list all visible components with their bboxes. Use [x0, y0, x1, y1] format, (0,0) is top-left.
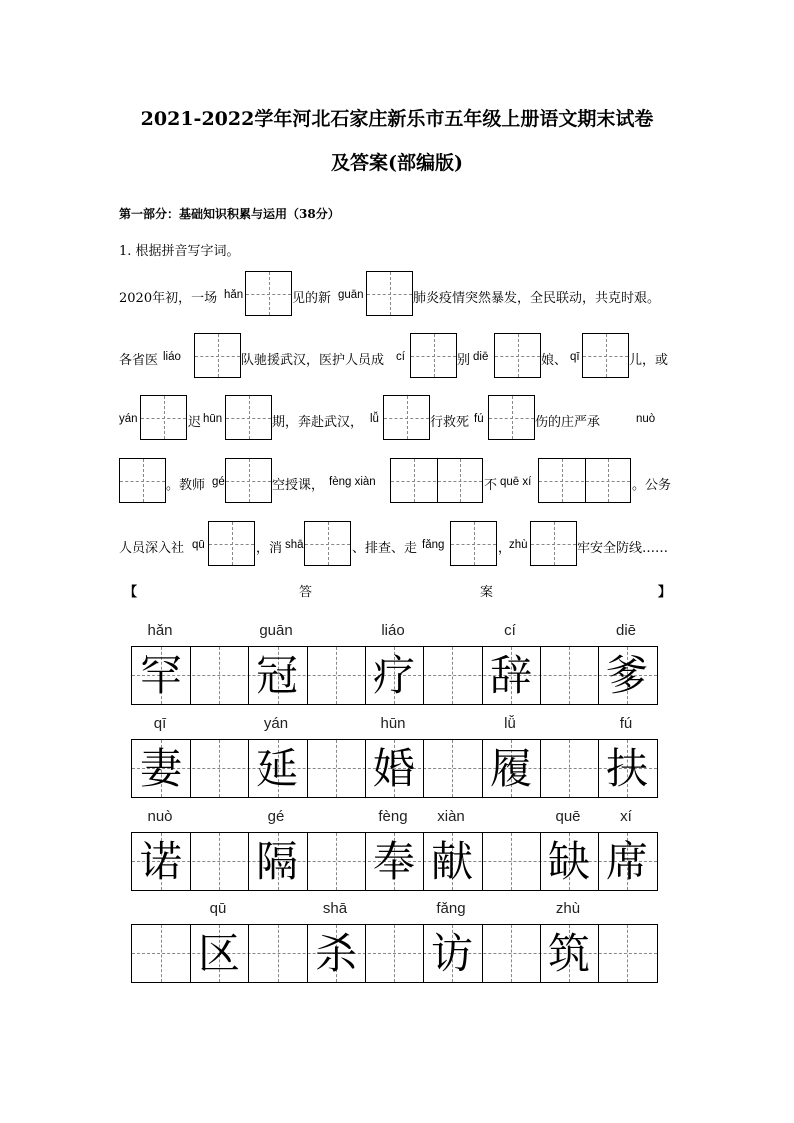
write-box[interactable] [225, 395, 272, 440]
answer-pinyin: liáo [381, 622, 405, 639]
answer-pinyin: hǎn [147, 622, 173, 639]
section-heading: 第一部分：基础知识积累与运用（38分） [119, 207, 340, 221]
answer-bracket-open: 【 [124, 585, 138, 600]
pinyin-hint: fǎng [422, 539, 445, 551]
passage-text: 见的新 [292, 291, 332, 306]
passage-text: 娘、 [541, 353, 568, 368]
answer-pinyin: hūn [380, 715, 406, 732]
write-box[interactable] [140, 395, 187, 440]
passage-text: 肺炎疫情突然暴发，全民联动，共克时艰。 [413, 291, 661, 306]
write-box[interactable] [194, 333, 241, 378]
write-box[interactable] [488, 395, 535, 440]
write-box[interactable] [304, 521, 351, 566]
pinyin-hint: hǎn [224, 289, 244, 301]
write-box[interactable] [390, 458, 483, 503]
pinyin-hint: liáo [163, 351, 181, 363]
passage-text: 、排查、走 [352, 541, 418, 556]
passage-text: 不 [484, 478, 498, 493]
answer-grid-row [131, 646, 658, 705]
answer-char: 妻 [139, 744, 182, 793]
passage-text: 迟 [188, 415, 202, 430]
pinyin-hint: fèng xiàn [329, 476, 376, 488]
answer-grid-row [131, 832, 658, 891]
answer-char: 疗 [372, 651, 415, 700]
pinyin-hint: quē xí [500, 476, 532, 488]
write-box[interactable] [383, 395, 430, 440]
pinyin-hint: hūn [203, 413, 223, 425]
answer-char: 婚 [372, 744, 415, 793]
answer-pinyin: qū [209, 900, 227, 917]
answer-char: 爹 [605, 651, 648, 700]
pinyin-hint: yán [119, 413, 138, 425]
answer-char: 区 [197, 929, 240, 978]
answer-pinyin: fǎng [436, 900, 466, 917]
answer-pinyin: diē [615, 622, 637, 639]
pinyin-hint: qī [570, 351, 580, 363]
answer-grid-row [131, 924, 658, 983]
write-box[interactable] [410, 333, 457, 378]
answer-char: 杀 [314, 929, 357, 978]
answer-char: 延 [255, 744, 298, 793]
passage-text: 行救死 [430, 415, 470, 430]
answer-pinyin: guān [259, 622, 293, 639]
pinyin-hint: zhù [509, 539, 528, 551]
write-box[interactable] [225, 458, 272, 503]
answer-char: 席 [605, 837, 648, 886]
pinyin-hint: qū [192, 539, 205, 551]
answer-pinyin: zhù [555, 900, 581, 917]
answer-pinyin: yán [263, 715, 289, 732]
passage-text: 各省医 [119, 353, 159, 368]
passage-text: ，消 [256, 541, 283, 556]
write-box[interactable] [245, 271, 292, 316]
write-box[interactable] [494, 333, 541, 378]
answer-char: 扶 [605, 744, 648, 793]
answer-pinyin: gé [267, 808, 285, 825]
write-box[interactable] [538, 458, 631, 503]
question-heading: 1. 根据拼音写字词。 [119, 244, 240, 259]
passage-text: 2020年初，一场 [119, 291, 218, 306]
answer-char: 缺 [547, 837, 590, 886]
answer-pinyin: fú [619, 715, 633, 732]
answer-char: 奉 [372, 837, 415, 886]
answer-char: 筑 [547, 929, 590, 978]
write-box[interactable] [366, 271, 413, 316]
answer-char: 献 [430, 837, 473, 886]
write-box[interactable] [119, 458, 166, 503]
pinyin-hint: lǚ [370, 413, 379, 425]
passage-text: 期，奔赴武汉， [272, 415, 364, 430]
answer-pinyin: fèng [378, 808, 408, 825]
write-box[interactable] [530, 521, 577, 566]
passage-text: 队驰援武汉，医护人员成 [241, 353, 385, 368]
pinyin-hint: diē [473, 351, 489, 363]
write-box[interactable] [208, 521, 255, 566]
answer-pinyin: xí [620, 808, 632, 825]
answer-char: 诺 [139, 837, 182, 886]
passage-text: 人员深入社 [119, 541, 185, 556]
document-title-line1: 2021-2022学年河北石家庄新乐市五年级上册语文期末试卷 [140, 108, 654, 130]
passage-text: ， [498, 541, 512, 556]
answer-pinyin: quē [555, 808, 581, 825]
write-box[interactable] [582, 333, 629, 378]
answer-pinyin: lǚ [504, 715, 516, 732]
write-box[interactable] [450, 521, 497, 566]
passage-text: 伤的庄严承 [535, 415, 601, 430]
passage-text: 别 [457, 353, 471, 368]
answer-pinyin: shā [322, 900, 348, 917]
answer-grid-row [131, 739, 658, 798]
answer-char: 隔 [255, 837, 298, 886]
passage-text: 。公务 [632, 478, 672, 493]
answer-label-char: 答 [299, 585, 313, 600]
pinyin-hint: guān [338, 289, 364, 301]
pinyin-hint: fú [474, 413, 484, 425]
answer-pinyin: xiàn [437, 808, 465, 825]
answer-pinyin: nuò [147, 808, 173, 825]
pinyin-hint: gé [212, 476, 225, 488]
pinyin-hint: shā [285, 539, 304, 551]
answer-bracket-close: 】 [658, 585, 672, 600]
pinyin-hint: cí [396, 351, 405, 363]
answer-pinyin: qī [153, 715, 167, 732]
passage-text: 儿，或 [629, 353, 669, 368]
answer-char: 冠 [255, 651, 298, 700]
answer-pinyin: cí [504, 622, 516, 639]
pinyin-hint: nuò [636, 413, 656, 425]
document-title-line2: 及答案(部编版) [331, 152, 463, 174]
answer-char: 辞 [489, 651, 532, 700]
passage-text: 空授课， [272, 478, 325, 493]
answer-char: 访 [430, 929, 473, 978]
answer-label-char: 案 [480, 585, 494, 600]
answer-char: 罕 [139, 651, 182, 700]
passage-text: 。教师 [166, 478, 206, 493]
passage-text: 牢安全防线…… [577, 541, 669, 556]
answer-char: 履 [489, 744, 532, 793]
